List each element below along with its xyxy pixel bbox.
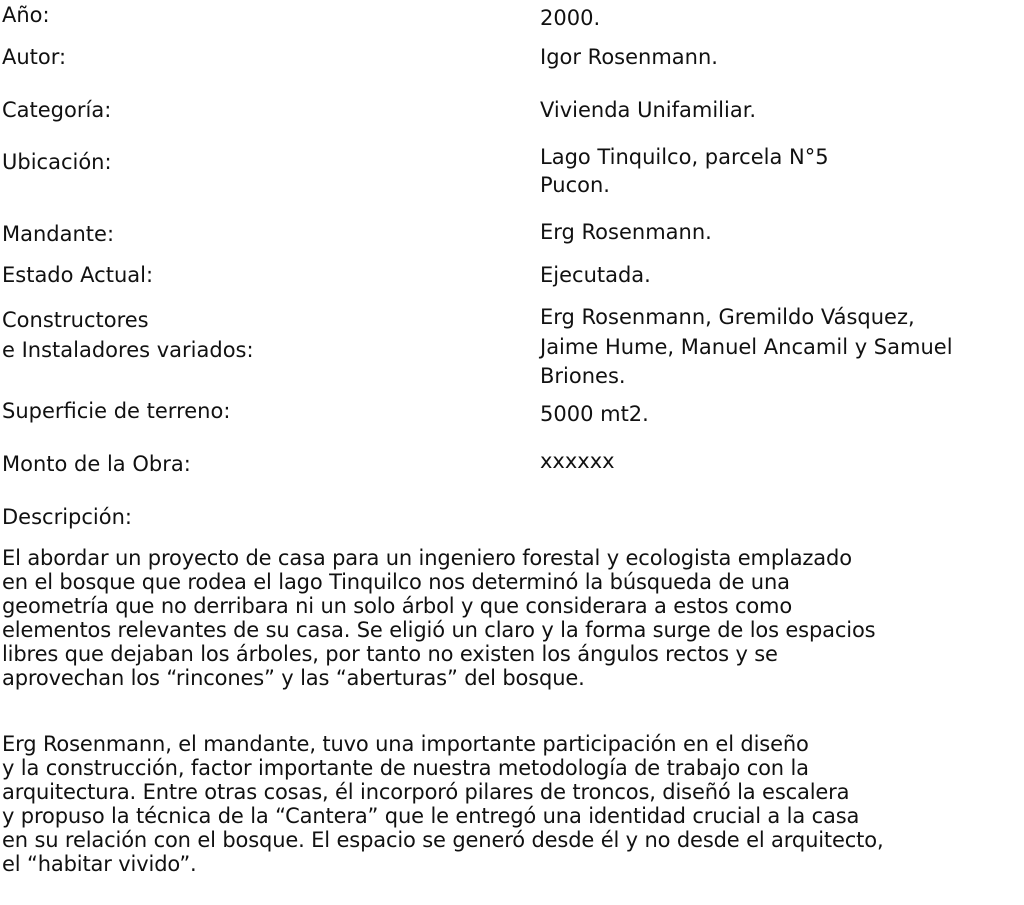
paragraph-2-line: y la construcción, factor importante de nuestra metodología de trabajo con la [2,756,809,780]
field-value-builders-line1: Erg Rosenmann, Gremildo Vásquez, [540,305,915,329]
field-label-land-area: Superficie de terreno: [2,399,231,423]
paragraph-2-line: y propuso la técnica de la “Cantera” que le entregó una identidad crucial a la casa [2,804,860,828]
paragraph-2-line: Erg Rosenmann, el mandante, tuvo una importante participación en el diseño [2,732,809,756]
field-value-status: Ejecutada. [540,263,651,287]
field-label-builders-line2: e Instaladores variados: [2,338,254,362]
field-label-builders-line1: Constructores [2,308,149,332]
paragraph-2-line: arquitectura. Entre otras cosas, él incorporó pilares de troncos, diseñó la escalera [2,780,850,804]
field-value-builders-line2: Jaime Hume, Manuel Ancamil y Samuel [540,335,953,359]
description-paragraph-2 [2,732,1022,876]
field-value-land-area: 5000 mt2. [540,402,649,426]
description-heading: Descripción: [2,505,132,529]
description-paragraph-1 [2,546,1022,690]
field-label-year: Año: [2,3,50,27]
field-label-client: Mandante: [2,222,115,246]
paragraph-2-line: en su relación con el bosque. El espacio se generó desde él y no desde el arquitecto, [2,828,884,852]
field-value-category: Vivienda Unifamiliar. [540,98,757,122]
field-value-location-line1: Lago Tinquilco, parcela N°5 [540,145,829,169]
field-label-budget: Monto de la Obra: [2,452,191,476]
paragraph-1-line: libres que dejaban los árboles, por tanto no existen los ángulos rectos y se [2,642,778,666]
field-label-status: Estado Actual: [2,263,154,287]
field-label-author: Autor: [2,45,67,69]
field-value-builders-line3: Briones. [540,364,626,388]
paragraph-1-line: geometría que no derribara ni un solo árbol y que considerara a estos como [2,594,793,618]
field-label-location: Ubicación: [2,150,112,174]
field-value-client: Erg Rosenmann. [540,220,712,244]
paragraph-1-line: El abordar un proyecto de casa para un ingeniero forestal y ecologista emplazado [2,546,852,570]
paragraph-1-line: en el bosque que rodea el lago Tinquilco nos determinó la búsqueda de una [2,570,790,594]
field-value-budget: xxxxxx [540,449,615,473]
field-value-author: Igor Rosenmann. [540,45,718,69]
field-label-category: Categoría: [2,98,112,122]
field-value-year: 2000. [540,6,601,30]
paragraph-1-line: elementos relevantes de su casa. Se eligió un claro y la forma surge de los espacios [2,618,876,642]
field-value-location-line2: Pucon. [540,173,610,197]
paragraph-2-line: el “habitar vivido”. [2,852,197,876]
paragraph-1-line: aprovechan los “rincones” y las “aberturas” del bosque. [2,666,585,690]
